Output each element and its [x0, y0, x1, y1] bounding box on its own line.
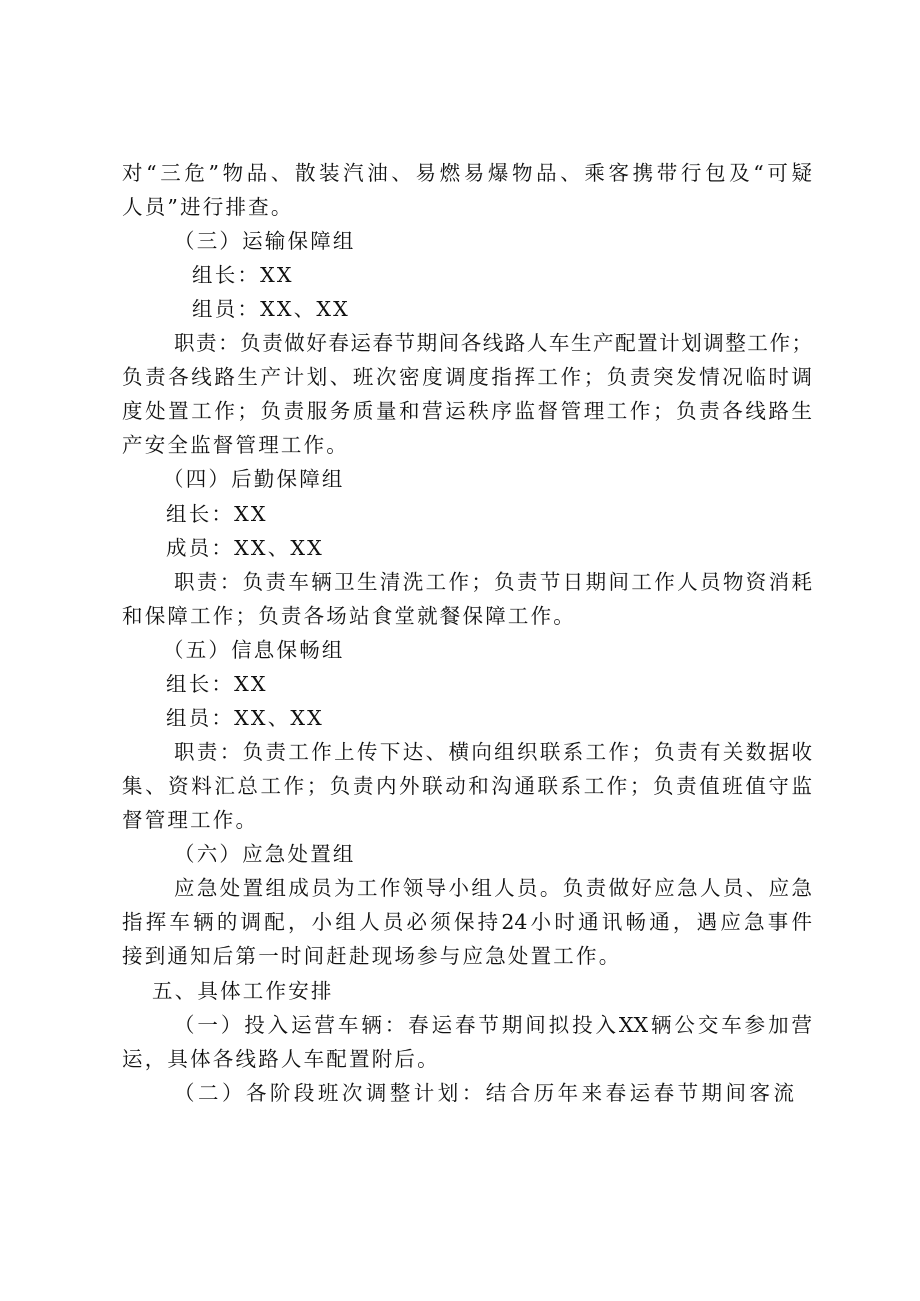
text-line-28: （二）各阶段班次调整计划：结合历年来春运春节期间客流	[174, 1081, 794, 1105]
text-line-11: 组长：XX	[166, 502, 268, 526]
text-line-12: 成员：XX、XX	[166, 536, 324, 560]
text-line-22: 应急处置组成员为工作领导小组人员。负责做好应急人员、应急	[174, 876, 812, 900]
text-line-5: 组员：XX、XX	[192, 297, 350, 321]
text-line-4: 组长：XX	[192, 263, 294, 287]
text-line-6: 职责：负责做好春运春节期间各线路人车生产配置计划调整工作；	[174, 331, 812, 355]
section-heading-6: （六）应急处置组	[174, 842, 356, 866]
text-line-9: 产安全监督管理工作。	[122, 433, 349, 457]
text-line-23: 指挥车辆的调配，小组人员必须保持24小时通讯畅通，遇应急事件	[122, 910, 812, 934]
section-heading-3: （三）运输保障组	[174, 229, 356, 253]
text-line-24: 接到通知后第一时间赶赴现场参与应急处置工作。	[122, 944, 622, 968]
text-line-14: 和保障工作；负责各场站食堂就餐保障工作。	[122, 604, 576, 628]
text-line-16: 组长：XX	[166, 672, 268, 696]
text-line-20: 督管理工作。	[122, 808, 259, 832]
section-heading-4: （四）后勤保障组	[163, 467, 345, 491]
section-heading-5: （五）信息保畅组	[163, 638, 345, 662]
text-line-1: 对“三危”物品、散装汽油、易燃易爆物品、乘客携带行包及“可疑	[122, 161, 812, 185]
section-heading-5-arrangement: 五、具体工作安排	[152, 979, 334, 1003]
text-line-8: 度处置工作；负责服务质量和营运秩序监督管理工作；负责各线路生	[122, 399, 812, 423]
text-line-7: 负责各线路生产计划、班次密度调度指挥工作；负责突发情况临时调	[122, 365, 812, 389]
text-line-18: 职责：负责工作上传下达、横向组织联系工作；负责有关数据收	[174, 740, 812, 764]
text-line-17: 组员：XX、XX	[166, 706, 324, 730]
text-line-26: （一）投入运营车辆：春运春节期间拟投入XX辆公交车参加营	[174, 1013, 812, 1037]
text-line-13: 职责：负责车辆卫生清洗工作；负责节日期间工作人员物资消耗	[174, 570, 812, 594]
text-line-19: 集、资料汇总工作；负责内外联动和沟通联系工作；负责值班值守监	[122, 774, 812, 798]
text-line-2: 人员”进行排查。	[122, 195, 294, 219]
text-line-27: 运，具体各线路人车配置附后。	[122, 1047, 440, 1071]
